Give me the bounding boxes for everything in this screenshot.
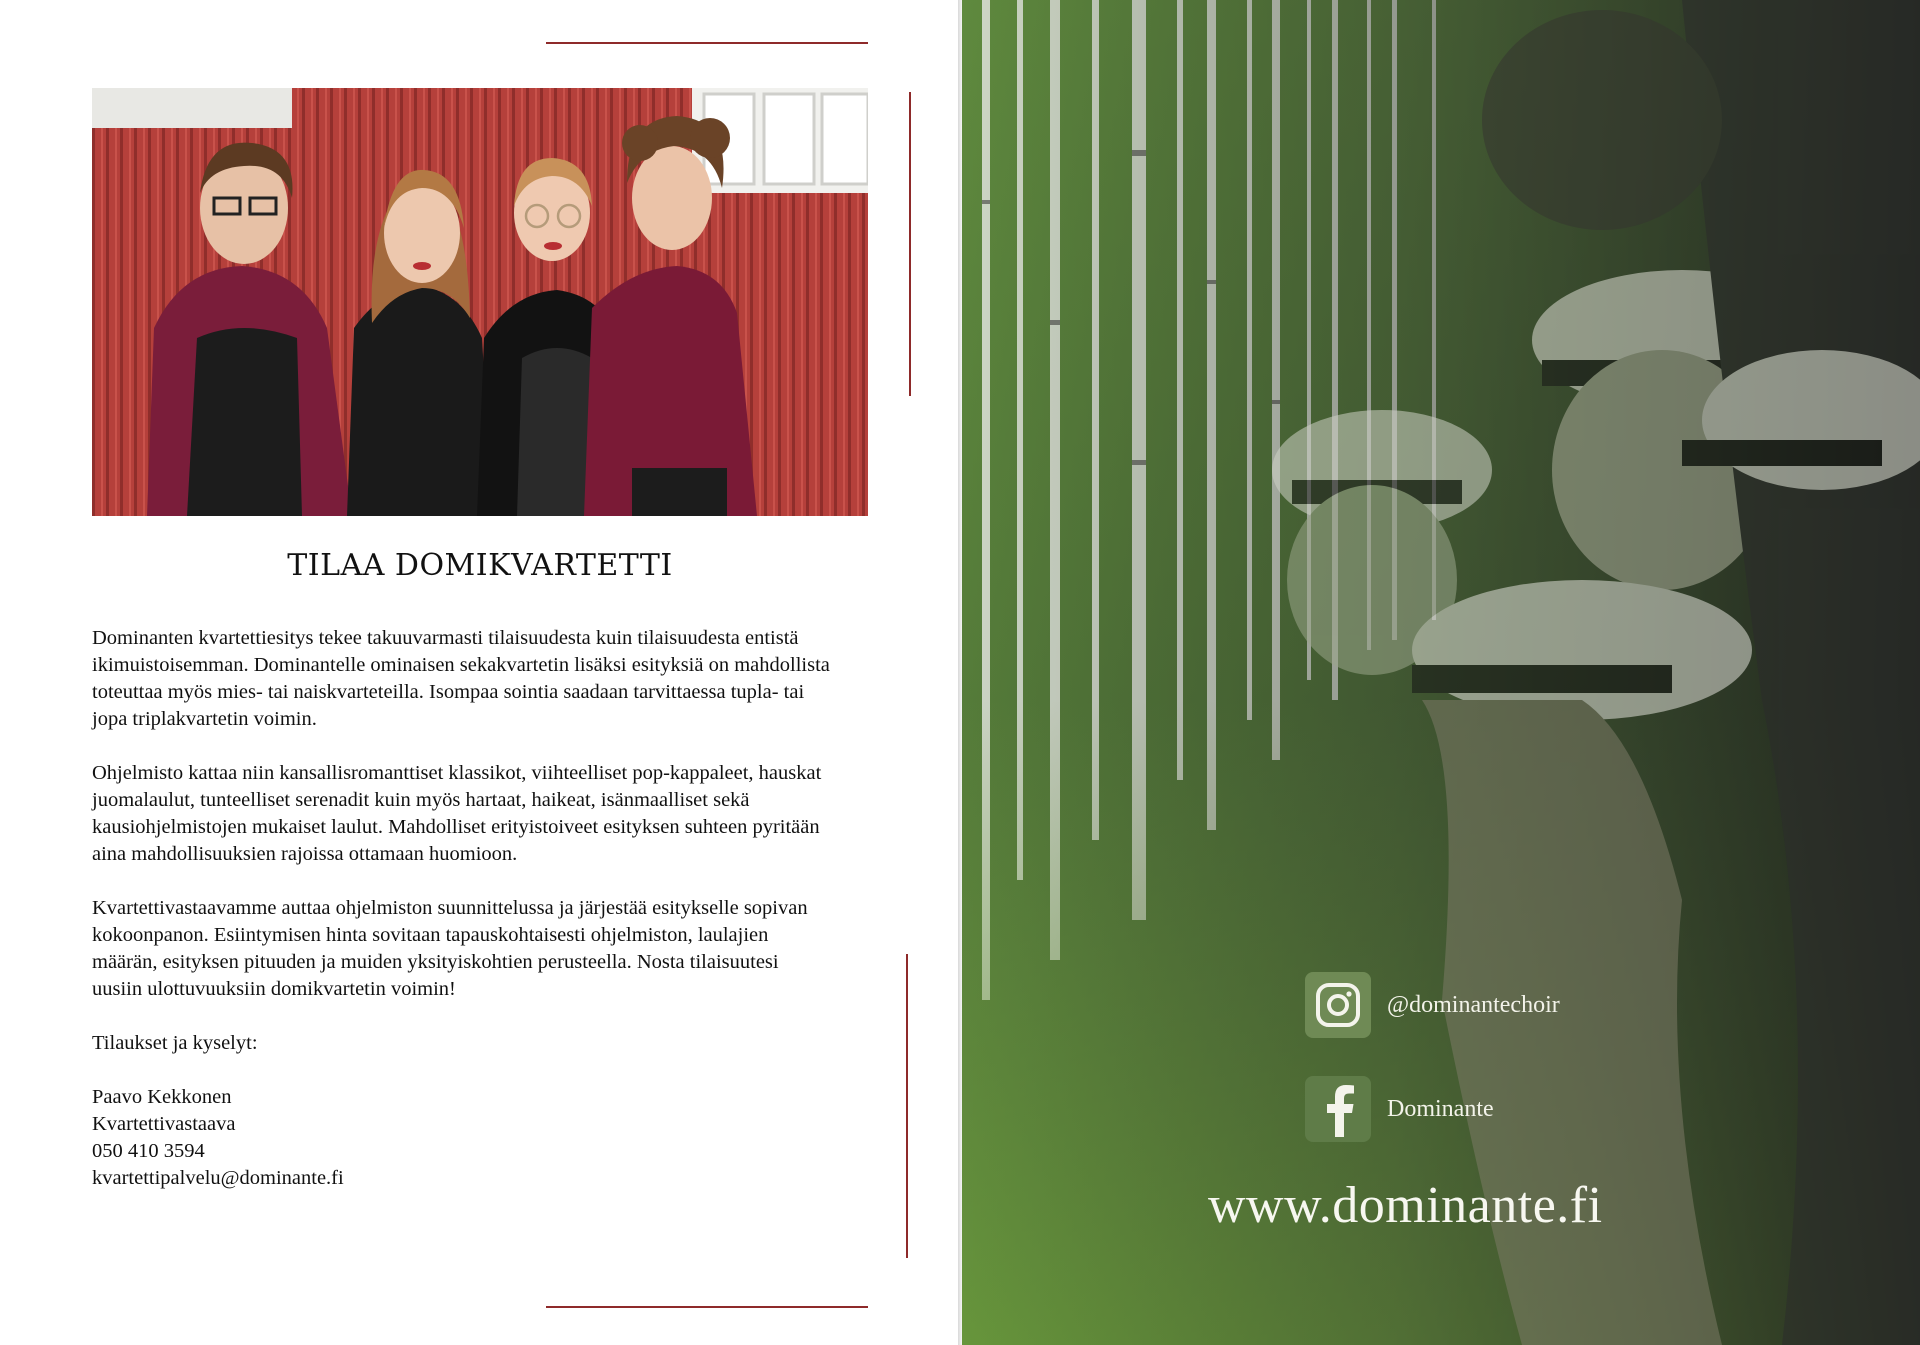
facebook-icon: [1305, 1076, 1371, 1142]
right-rule-upper: [909, 92, 911, 396]
contact-name: Paavo Kekkonen: [92, 1086, 232, 1108]
body-text: [92, 625, 832, 1192]
right-page: [962, 0, 1920, 1345]
paragraph-intro: Dominanten kvartettiesitys tekee takuuvarmasti tilaisuudesta kuin tilaisuudesta entistä ikimuistoisemman. Dominantelle ominaisen sekakvartetin lisäksi esityksiä on mahdollista toteuttaa myös mies- tai naiskvarteteilla. Isompaa sointia saadaan tarvittaessa tupla- tai jopa triplakvartetin voimin.: [92, 627, 830, 730]
forest-choir-background: [962, 0, 1920, 1345]
contact-phone[interactable]: 050 410 3594: [92, 1140, 205, 1162]
bottom-rule: [546, 1306, 868, 1308]
instagram-handle: @dominantechoir: [1387, 991, 1560, 1018]
contact-email[interactable]: kvartettipalvelu@dominante.fi: [92, 1167, 344, 1189]
facebook-name: Dominante: [1387, 1095, 1494, 1122]
instagram-link[interactable]: [1305, 972, 1560, 1038]
paragraph-pricing: Kvartettivastaavamme auttaa ohjelmiston suunnittelussa ja järjestää esitykselle sopivan kokoonpanon. Esiintymisen hinta sovitaan tapauskohtaisesti ohjelmiston, laulajien määrän, esityksen pituuden ja muiden yksityiskohtien perusteella. Nosta tilaisuutesi uusiin ulottuvuuksiin domikvartetin voimin!: [92, 897, 808, 1000]
contact-block: [92, 1084, 832, 1192]
right-rule-lower: [906, 954, 908, 1258]
top-rule: [546, 42, 868, 44]
instagram-icon: [1305, 972, 1371, 1038]
quartet-photo-illustration: [92, 88, 868, 516]
paragraph-repertoire: Ohjelmisto kattaa niin kansallisromanttiset klassikot, viihteelliset pop-kappaleet, hauskat juomalaulut, tunteelliset serenadit kuin myös hartaat, haikeat, isänmaalliset sekä kausiohjelmistojen mukaiset laulut. Mahdolliset erityistoiveet esityksen suhteen pyritään aina mahdollisuuksien rajoissa ottamaan huomioon.: [92, 762, 822, 865]
page-title: TILAA DOMIKVARTETTI: [287, 548, 673, 583]
contact-role: Kvartettivastaava: [92, 1113, 236, 1135]
quartet-photo: [92, 88, 868, 516]
paragraph-orders: Tilaukset ja kyselyt:: [92, 1032, 258, 1054]
website-url[interactable]: www.dominante.fi: [1208, 1177, 1603, 1234]
facebook-link[interactable]: [1305, 1076, 1494, 1142]
